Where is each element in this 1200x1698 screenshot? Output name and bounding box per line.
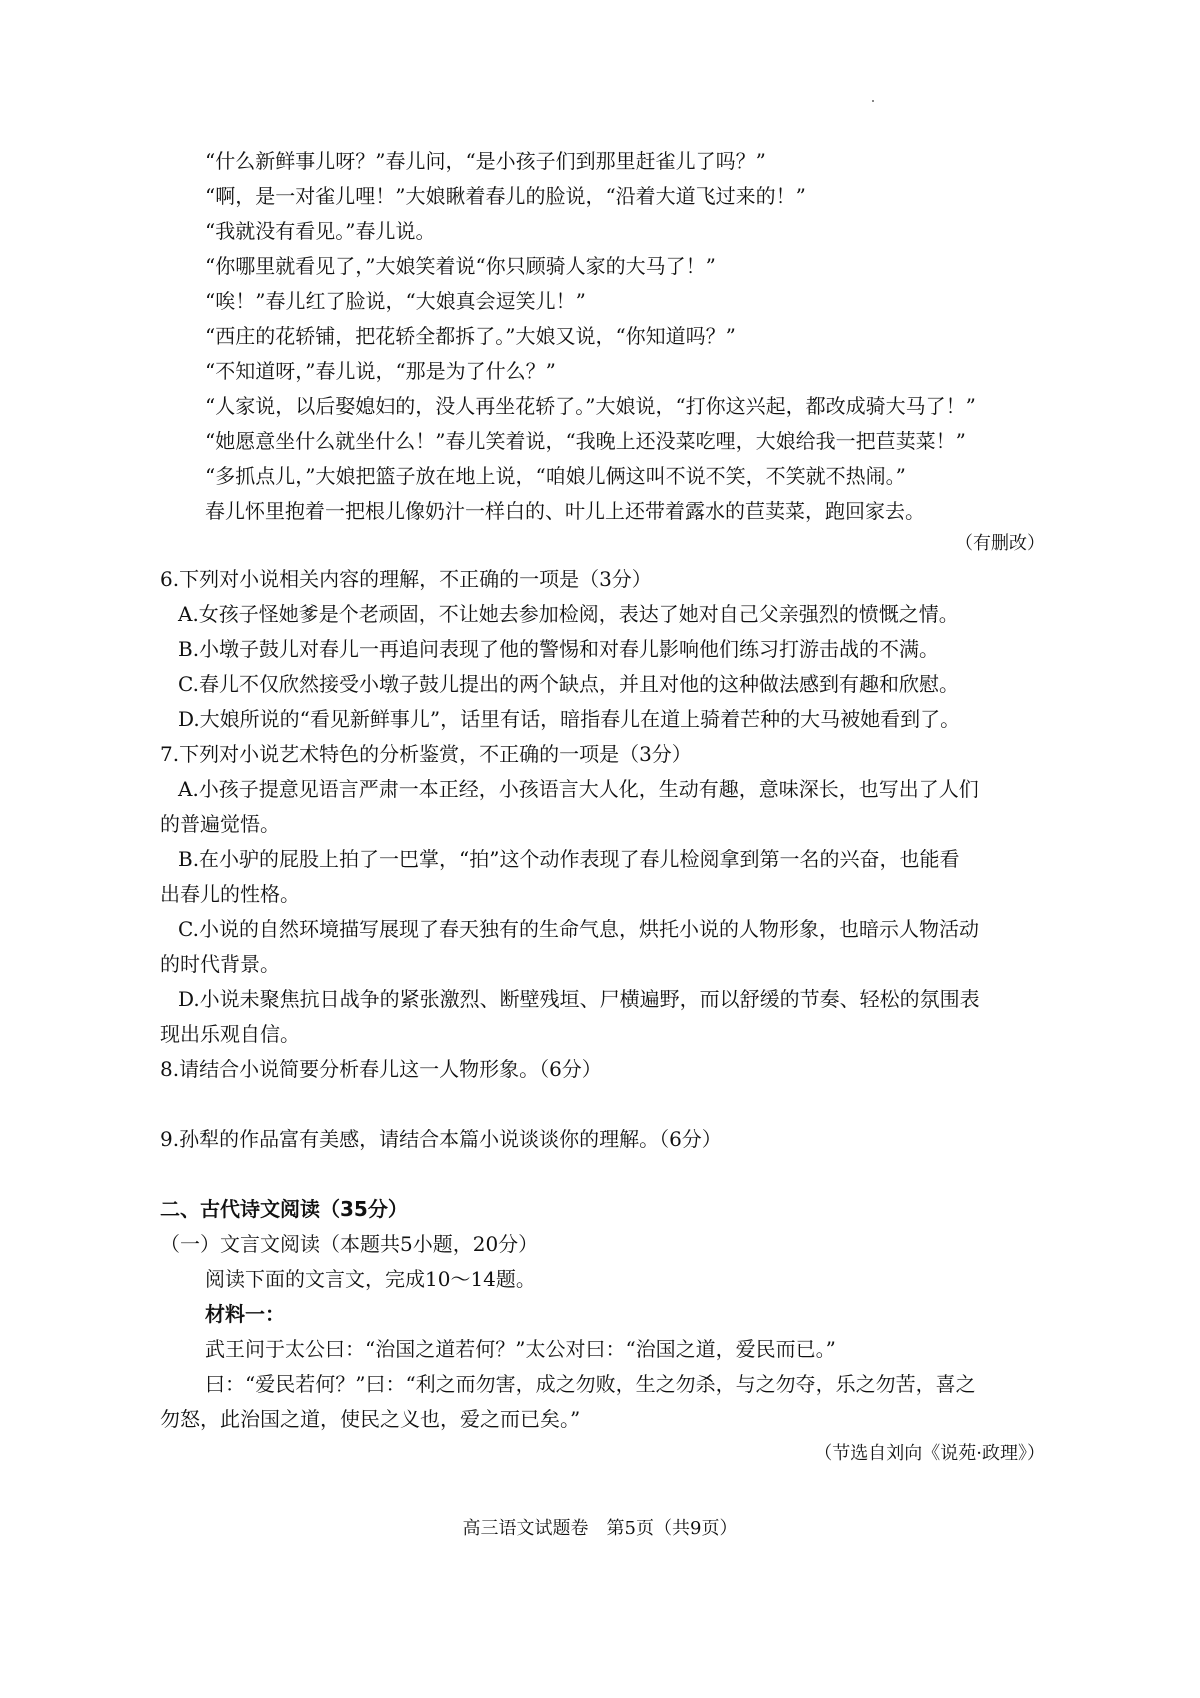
story-line: 春儿怀里抱着一把根儿像奶汁一样白的、叶儿上还带着露水的苣荬菜，跑回家去。 [205, 499, 925, 523]
question-9: 9.孙犁的作品富有美感，请结合本篇小说谈谈你的理解。（6分） [160, 1127, 722, 1151]
story-line: “人家说，以后娶媳妇的，没人再坐花轿了。”大娘说，“打你这兴起，都改成骑大马了！” [205, 394, 976, 418]
question-6-option-a: A.女孩子怪她爹是个老顽固，不让她去参加检阅，表达了她对自己父亲强烈的愤慨之情。 [178, 602, 959, 626]
question-7-option-c: C.小说的自然环境描写展现了春天独有的生命气息，烘托小说的人物形象，也暗示人物活动 [178, 917, 979, 941]
story-line: “多抓点儿，”大娘把篮子放在地上说，“咱娘儿俩这叫不说不笑，不笑就不热闹。” [205, 464, 906, 488]
story-line: “不知道呀，”春儿说，“那是为了什么？” [205, 359, 556, 383]
story-line: “唉！”春儿红了脸说，“大娘真会逗笑儿！” [205, 289, 586, 313]
question-6-option-b: B.小墩子鼓儿对春儿一再追问表现了他的警惕和对春儿影响他们练习打游击战的不满。 [178, 637, 940, 661]
question-8: 8.请结合小说简要分析春儿这一人物形象。（6分） [160, 1057, 602, 1081]
section-2-instruction: 阅读下面的文言文，完成10～14题。 [205, 1267, 536, 1291]
section-2-subtitle: （一）文言文阅读（本题共5小题，20分） [160, 1232, 539, 1256]
story-line: “你哪里就看见了，”大娘笑着说“你只顾骑人家的大马了！” [205, 254, 716, 278]
question-7-option-c-cont: 的时代背景。 [160, 952, 280, 976]
question-7-stem: 7.下列对小说艺术特色的分析鉴赏，不正确的一项是（3分） [160, 742, 692, 766]
story-line: “什么新鲜事儿呀？”春儿问，“是小孩子们到那里赶雀儿了吗？” [205, 149, 766, 173]
classical-text-line: 曰：“爱民若何？”曰：“利之而勿害，成之勿败，生之勿杀，与之勿夺，乐之勿苦，喜之 [205, 1372, 976, 1396]
question-7-option-a-cont: 的普遍觉悟。 [160, 812, 280, 836]
scan-speck [872, 100, 874, 102]
classical-text-line: 武王问于太公曰：“治国之道若何？”太公对曰：“治国之道，爱民而已。” [205, 1337, 836, 1361]
source-note: （节选自刘向《说苑·政理》） [814, 1443, 1045, 1464]
question-7-option-d: D.小说未聚焦抗日战争的紧张激烈、断壁残垣、尸横遍野，而以舒缓的节奏、轻松的氛围表 [178, 987, 980, 1011]
question-7-option-b-cont: 出春儿的性格。 [160, 882, 300, 906]
story-line: “我就没有看见。”春儿说。 [205, 219, 436, 243]
story-line: “西庄的花轿铺，把花轿全都拆了。”大娘又说，“你知道吗？” [205, 324, 736, 348]
question-7-option-d-cont: 现出乐观自信。 [160, 1022, 300, 1046]
story-line: “啊，是一对雀儿哩！”大娘瞅着春儿的脸说，“沿着大道飞过来的！” [205, 184, 806, 208]
classical-text-line: 勿怒，此治国之道，使民之义也，爱之而已矣。” [160, 1407, 581, 1431]
page-footer: 高三语文试题卷 第5页（共9页） [462, 1518, 738, 1539]
material-label: 材料一： [205, 1302, 285, 1326]
question-7-option-b: B.在小驴的屁股上拍了一巴掌，“拍”这个动作表现了春儿检阅拿到第一名的兴奋，也能看 [178, 847, 960, 871]
question-6-stem: 6.下列对小说相关内容的理解，不正确的一项是（3分） [160, 567, 652, 591]
question-7-option-a: A.小孩子提意见语言严肃一本正经，小孩语言大人化，生动有趣，意味深长，也写出了人们 [178, 777, 979, 801]
story-note: （有删改） [955, 533, 1045, 554]
story-line: “她愿意坐什么就坐什么！”春儿笑着说，“我晚上还没菜吃哩，大娘给我一把苣荬菜！” [205, 429, 966, 453]
question-6-option-d: D.大娘所说的“看见新鲜事儿”，话里有话，暗指春儿在道上骑着芒种的大马被她看到了。 [178, 707, 961, 731]
question-6-option-c: C.春儿不仅欣然接受小墩子鼓儿提出的两个缺点，并且对他的这种做法感到有趣和欣慰。 [178, 672, 959, 696]
section-2-title: 二、古代诗文阅读（35分） [160, 1197, 408, 1221]
